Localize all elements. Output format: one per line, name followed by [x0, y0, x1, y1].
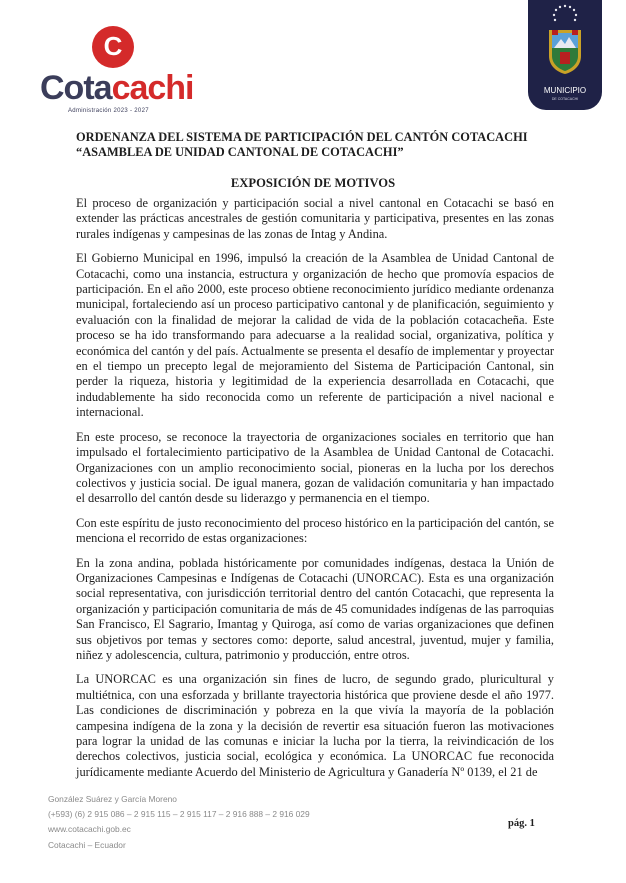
paragraph: En la zona andina, poblada históricamente por comunidades indígenas, destaca la Unión de Organizaciones Campesinas e Indígenas de Cotacachi (UNORCAC). Esta es una organización social representativa, con jurisdicción territorial dentro del cantón Cotacachi, que representa la organización y participación comunitaria de más de 45 comunidades indígenas de las parroquias San Francisco, El Sagrario, Imantag y Quiroga, así como de varias organizaciones que definen sus objetivos por temas y sectores como: deporte, salud ancestral, juventud, mujer y familia, niñez y adolescencia, cultura, patrimonio y producción, entre otros. [76, 555, 554, 662]
badge-subtitle: DE COTACACHI [551, 97, 579, 101]
logo-wordmark [40, 68, 194, 108]
footer-phones: (+593) (6) 2 915 086 – 2 915 115 – 2 915 117 – 2 916 888 – 2 916 029 [48, 809, 310, 820]
logo-name-suffix: cachi [111, 69, 194, 107]
logo-name-prefix: Cota [40, 69, 112, 107]
cotacachi-logo [38, 26, 194, 116]
document-title: ORDENANZA DEL SISTEMA DE PARTICIPACIÓN DEL CANTÓN COTACACHI “ASAMBLEA DE UNIDAD CANTONAL DE COTACACHI” [76, 130, 528, 159]
badge-title: MUNICIPIO [543, 86, 587, 95]
logo-subtitle: Administración 2023 - 2027 [68, 108, 149, 114]
paragraph: En este proceso, se reconoce la trayectoria de organizaciones sociales en territorio que han impulsado el fortalecimiento participativo de la Asamblea de Unidad Cantonal de Cotacachi. Organizaciones con un amplio reconocimiento social, pioneras en la lucha por los derechos colectivos y justicia social. De igual manera, gozan de validación comunitaria y han impactado el desarrollo del cantón desde su liderazgo y permanencia en el tiempo. [76, 429, 554, 506]
paragraph: La UNORCAC es una organización sin fines de lucro, de segundo grado, pluricultural y multiétnica, con una esforzada y brillante trayectoria histórica que proviene desde el año 1977. Las condiciones de discriminación y pobreza en la que vivía la mayoría de la población campesina indígena de la zona y la decisión de revertir esa situación fueron las motivaciones para lograr la unidad de las comunas e iniciar la lucha por la tierra, la reivindicación de los derechos colectivos, justicia social, ecológica y económica. La UNORCAC fue reconocida jurídicamente mediante Acuerdo del Ministerio de Agricultura y Ganadería Nº 0139, el 21 de [76, 672, 554, 779]
page-number: pág. 1 [508, 818, 535, 829]
footer-contact [48, 792, 310, 853]
stars-ring-icon [548, 3, 582, 29]
paragraph: El Gobierno Municipal en 1996, impulsó la creación de la Asamblea de Unidad Cantonal de Cotacachi, como una instancia, estructura y organización de hecho que promovía espacios de participación. En el año 2000, este proceso obtiene reconocimiento jurídico mediante ordenanza municipal, fortaleciendo así un proceso participativo cantonal y de planificación, seguimiento y evaluación con la finalidad de mejorar la calidad de vida de la población cotacacheña. Este proceso se ha ido transformando para adecuarse a la realidad social, organizativa, política y económica del cantón y del país. Actualmente se presenta el desafío de implementar y proyectar en el tiempo un precepto legal de mejoramiento del Sistema de Participación Cantonal, sin perder la riqueza, historia y legitimidad de la experiencia desarrollada en Cotacachi, que indudablemente ha sido reconocida como un referente de participación a nivel nacional e internacional. [76, 251, 554, 420]
section-heading: EXPOSICIÓN DE MOTIVOS [230, 176, 396, 190]
footer-website[interactable]: www.cotacachi.gob.ec [48, 824, 131, 835]
coat-of-arms-icon [546, 28, 584, 76]
logo-circle-icon [92, 26, 134, 68]
document-body [76, 196, 554, 789]
logo-icon-letter: C [103, 31, 123, 61]
paragraph: Con este espíritu de justo reconocimiento del proceso histórico en la participación del cantón, se menciona el recorrido de estas organizaciones: [76, 515, 554, 546]
paragraph: El proceso de organización y participación social a nivel cantonal en Cotacachi se basó en extender las prácticas ancestrales de gestión comunitaria y participativa, presentes en las zonas rurales indígenas y campesinas de las zonas de Intag y Andina. [76, 196, 554, 241]
footer-address: González Suárez y García Moreno [48, 794, 177, 804]
footer-location: Cotacachi – Ecuador [48, 839, 126, 850]
municipio-badge [528, 0, 602, 110]
